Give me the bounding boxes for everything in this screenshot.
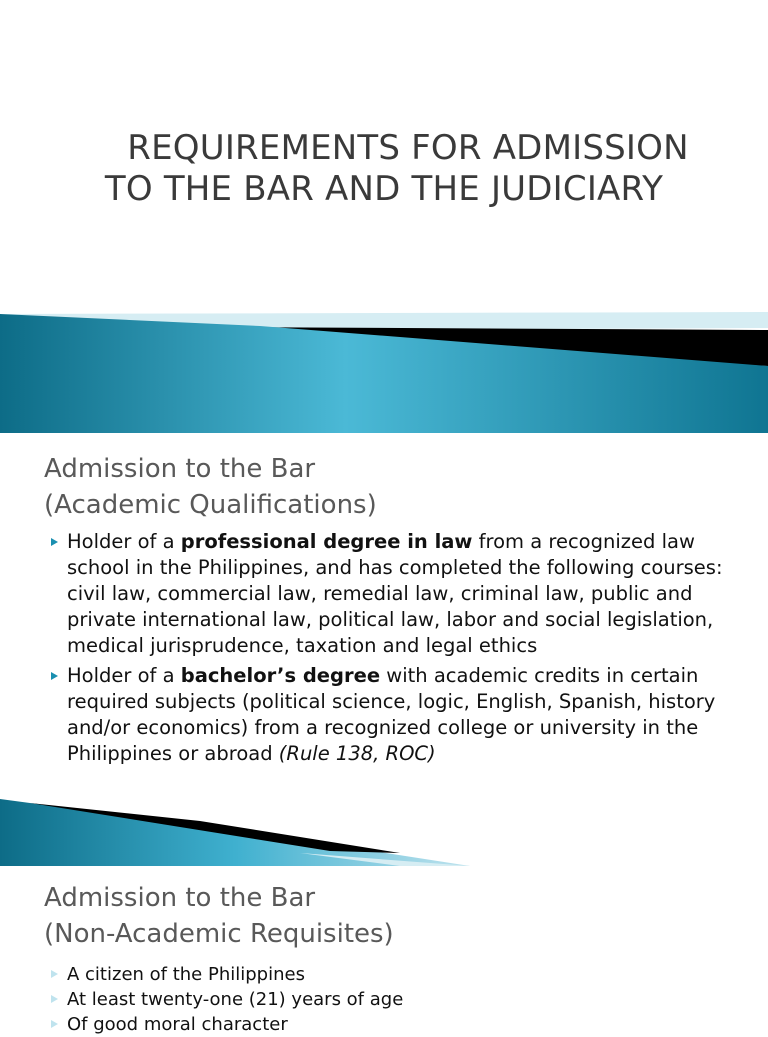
bullet-arrow-icon <box>51 970 58 978</box>
list-item: Of good moral character <box>48 1012 748 1037</box>
bullet-list <box>48 529 748 771</box>
bullet-arrow-icon <box>51 1020 58 1028</box>
heading-line-2: (Non-Academic Requisites) <box>44 919 394 949</box>
heading-line-1: Admission to the Bar <box>44 454 316 484</box>
academic-qualifications-slide <box>0 433 768 866</box>
bullet-list <box>48 962 748 1037</box>
list-item: At least twenty-one (21) years of age <box>48 987 748 1012</box>
list-item: Holder of a bachelor’s degree with academic credits in certain required subjects (political science, logic, English, Spanish, history and/or economics) from a recognized college or university in the Philippines or abroad (Rule 138, ROC) <box>48 663 748 767</box>
heading-line-2: (Academic Qualifications) <box>44 490 377 520</box>
non-academic-requisites-slide <box>0 866 768 1035</box>
list-item: Holder of a professional degree in law from a recognized law school in the Philippines, and has completed the following courses: civil law, commercial law, remedial law, criminal law, public and private international law, political law, labor and social legislation, medical jurisprudence, taxation and legal ethics <box>48 529 748 659</box>
bullet-arrow-icon <box>51 995 58 1003</box>
slide-title-line-2: TO THE BAR AND THE JUDICIARY <box>104 169 664 209</box>
slide-title-line-1: REQUIREMENTS FOR ADMISSION <box>127 128 689 168</box>
bullet-arrow-icon <box>51 538 58 546</box>
title-slide <box>0 0 768 433</box>
decorative-banner-top <box>0 0 768 433</box>
list-item: A citizen of the Philippines <box>48 962 748 987</box>
slide-heading <box>44 880 394 952</box>
heading-line-1: Admission to the Bar <box>44 883 316 913</box>
decorative-banner-bottom <box>0 793 768 866</box>
slide-heading <box>44 451 377 523</box>
bullet-arrow-icon <box>51 672 58 680</box>
